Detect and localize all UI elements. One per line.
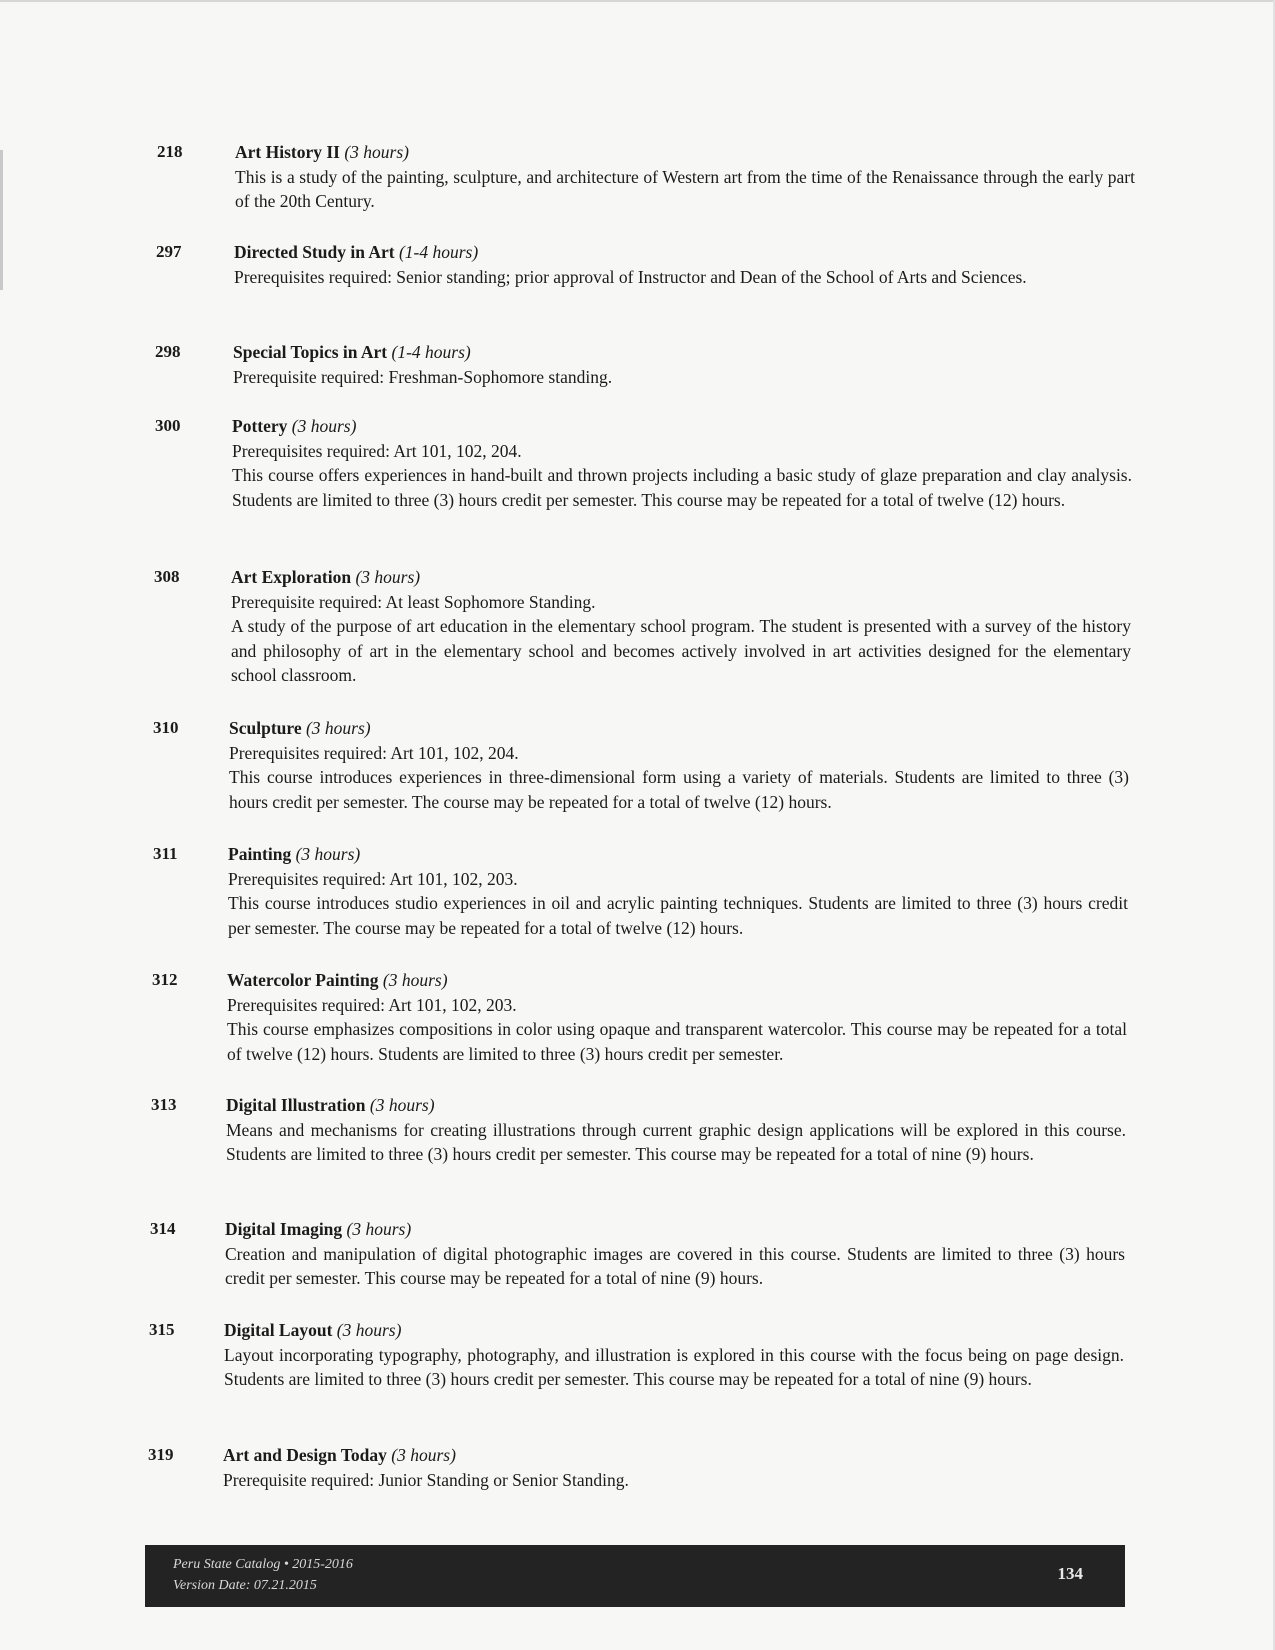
course-heading bbox=[227, 968, 1127, 993]
course-title: Art and Design Today bbox=[223, 1445, 387, 1465]
course-number: 218 bbox=[157, 142, 183, 161]
course-number: 312 bbox=[152, 970, 178, 989]
footer-version-date: Version Date: 07.21.2015 bbox=[173, 1578, 317, 1593]
course-title: Digital Layout bbox=[224, 1320, 333, 1340]
course-description-line: Prerequisites required: Art 101, 102, 204. bbox=[232, 440, 522, 461]
course-body bbox=[224, 1318, 1124, 1392]
course-description-line: This course introduces experiences in three-dimensional form using a variety of materials. Students are limited to three (3) hours credit per semester. The course may be repeated for a total of twelve (12) hours. bbox=[229, 767, 1129, 812]
course-description-line: Creation and manipulation of digital photographic images are covered in this course. Students are limited to three (3) hours credit per semester. This course may be repeated for a total of nine (9) hours. bbox=[225, 1243, 1125, 1288]
course-number: 310 bbox=[153, 718, 179, 737]
page-number: 134 bbox=[1057, 1564, 1083, 1583]
course-heading bbox=[224, 1318, 1124, 1343]
scan-edge-top bbox=[0, 0, 1275, 2]
course-heading bbox=[228, 842, 1128, 867]
course-title: Art History II bbox=[235, 142, 340, 162]
course-title: Digital Illustration bbox=[226, 1095, 366, 1115]
course-body bbox=[233, 340, 1133, 389]
course-description-line: Prerequisites required: Senior standing; prior approval of Instructor and Dean of the School of Arts and Sciences. bbox=[234, 266, 1027, 287]
course-body bbox=[225, 1217, 1125, 1291]
footer-bar bbox=[145, 1545, 1125, 1607]
course-heading bbox=[234, 240, 1134, 265]
course-hours: (3 hours) bbox=[336, 1320, 402, 1340]
course-title: Directed Study in Art bbox=[234, 242, 395, 262]
course-hours: (3 hours) bbox=[382, 970, 448, 990]
course-number: 319 bbox=[148, 1445, 174, 1464]
course-title: Art Exploration bbox=[231, 567, 352, 587]
course-description-line: A study of the purpose of art education in the elementary school program. The student is presented with a survey of the history and philosophy of art in the elementary school and becomes actively involved in art activities designed for the elementary school classroom. bbox=[231, 616, 1131, 685]
course-body bbox=[228, 842, 1128, 940]
course-heading bbox=[232, 414, 1132, 439]
course-description-line: This is a study of the painting, sculpture, and architecture of Western art from the time of the Renaissance through the early part of the 20th Century. bbox=[235, 166, 1135, 211]
course-number: 315 bbox=[149, 1320, 175, 1339]
course-description-line: Prerequisite required: Freshman-Sophomore standing. bbox=[233, 366, 613, 387]
course-title: Sculpture bbox=[229, 718, 302, 738]
course-heading bbox=[226, 1093, 1126, 1118]
scan-edge-left bbox=[0, 150, 3, 290]
course-hours: (1-4 hours) bbox=[391, 342, 471, 362]
course-hours: (3 hours) bbox=[295, 844, 361, 864]
course-heading bbox=[231, 565, 1131, 590]
course-hours: (3 hours) bbox=[391, 1445, 456, 1465]
course-heading bbox=[229, 716, 1129, 741]
course-number: 311 bbox=[153, 844, 178, 863]
course-description-line: This course introduces studio experiences in oil and acrylic painting techniques. Students are limited to three (3) hours credit per semester. The course may be repeated for a total of twelve (12) hours. bbox=[228, 893, 1128, 938]
course-description-line: Prerequisite required: Junior Standing or Senior Standing. bbox=[223, 1469, 629, 1490]
course-heading bbox=[235, 140, 1135, 165]
course-description-line: Means and mechanisms for creating illustrations through current graphic design applications will be explored in this course. Students are limited to three (3) hours credit per semester. This course may be repeated for a total of nine (9) hours. bbox=[226, 1119, 1126, 1164]
course-number: 313 bbox=[151, 1095, 177, 1114]
course-hours: (3 hours) bbox=[355, 567, 421, 587]
course-heading bbox=[233, 340, 1133, 365]
course-title: Special Topics in Art bbox=[233, 342, 388, 362]
footer-catalog-title: Peru State Catalog • 2015-2016 bbox=[173, 1557, 353, 1572]
course-body bbox=[227, 968, 1127, 1066]
course-title: Painting bbox=[228, 844, 292, 864]
course-title: Pottery bbox=[232, 416, 288, 436]
course-description-line: Layout incorporating typography, photography, and illustration is explored in this course with the focus being on page design. Students are limited to three (3) hours credit per semester. This course may be repeated for a total of nine (9) hours. bbox=[224, 1344, 1124, 1389]
course-number: 300 bbox=[155, 416, 181, 435]
course-hours: (3 hours) bbox=[346, 1219, 412, 1239]
course-title: Watercolor Painting bbox=[227, 970, 379, 990]
course-number: 314 bbox=[150, 1219, 176, 1238]
course-heading bbox=[223, 1443, 1123, 1468]
course-heading bbox=[225, 1217, 1125, 1242]
course-title: Digital Imaging bbox=[225, 1219, 343, 1239]
course-description-line: Prerequisites required: Art 101, 102, 203. bbox=[228, 868, 518, 889]
course-description-line: Prerequisites required: Art 101, 102, 204. bbox=[229, 742, 519, 763]
course-description-line: Prerequisites required: Art 101, 102, 203. bbox=[227, 994, 517, 1015]
course-body bbox=[226, 1093, 1126, 1167]
footer-catalog-info bbox=[173, 1554, 353, 1596]
course-body bbox=[223, 1443, 1123, 1492]
course-hours: (3 hours) bbox=[291, 416, 357, 436]
course-hours: (3 hours) bbox=[305, 718, 371, 738]
course-body bbox=[231, 565, 1131, 688]
course-description-line: This course emphasizes compositions in color using opaque and transparent watercolor. This course may be repeated for a total of twelve (12) hours. Students are limited to three (3) hours credit per semester. bbox=[227, 1019, 1127, 1064]
course-number: 297 bbox=[156, 242, 182, 261]
course-number: 298 bbox=[155, 342, 181, 361]
course-number: 308 bbox=[154, 567, 180, 586]
course-body bbox=[232, 414, 1132, 512]
course-description-line: This course offers experiences in hand-built and thrown projects including a basic study of glaze preparation and clay analysis. Students are limited to three (3) hours credit per semester. This course may be repeated for a total of twelve (12) hours. bbox=[232, 465, 1132, 510]
course-description-line: Prerequisite required: At least Sophomore Standing. bbox=[231, 591, 596, 612]
course-hours: (1-4 hours) bbox=[398, 242, 479, 262]
course-body bbox=[229, 716, 1129, 814]
course-body bbox=[234, 240, 1134, 289]
course-hours: (3 hours) bbox=[369, 1095, 435, 1115]
course-body bbox=[235, 140, 1135, 214]
course-hours: (3 hours) bbox=[344, 142, 410, 162]
